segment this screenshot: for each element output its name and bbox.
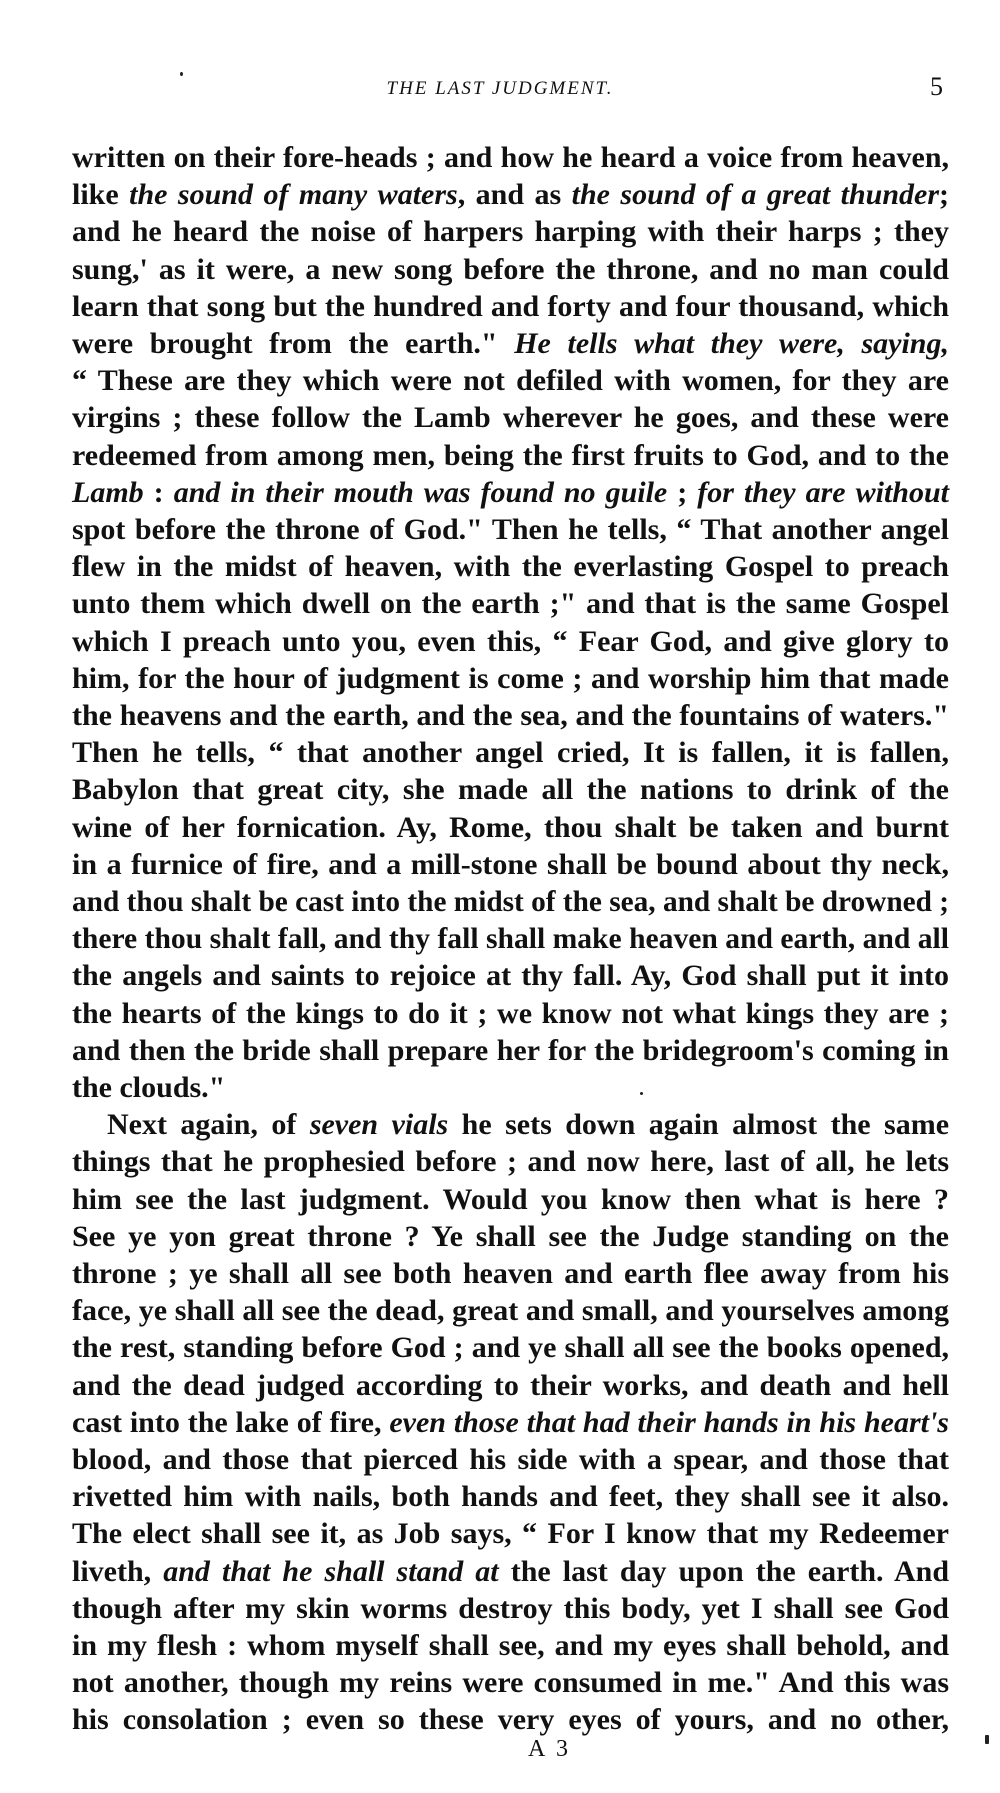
text-line [72,846,949,883]
text-segment: liveth, [72,1554,164,1588]
page-number: 5 [930,72,943,101]
text-line [72,437,949,474]
text-segment: See ye yon great throne ? Ye shall see the Judge standing on the [72,1219,949,1253]
text-segment: , and as [457,178,572,212]
text-line [72,1218,949,1255]
text-line [72,1292,949,1329]
text-line [72,362,949,399]
text-line [72,734,949,771]
text-segment: virgins ; these follow the Lamb wherever he goes, and these were [72,401,949,435]
text-line [72,771,949,808]
text-segment: Then he tells, “ that another angel cried, It is fallen, it is fallen, [72,736,949,770]
text-line [72,1143,949,1180]
text-segment: ; [939,178,950,212]
text-line [72,1069,949,1106]
text-segment: redeemed from among men, being the first fruits to God, and to the [72,438,949,472]
text-segment: cast into the lake of fire, [72,1405,390,1439]
text-segment: in a furnice of fire, and a mill-stone shall be bound about thy neck, [72,847,949,881]
text-segment: him see the last judgment. Would you know then what is here ? [72,1182,949,1216]
text-line [72,548,949,585]
text-segment: the rest, standing before God ; and ye shall all see the books opened, [72,1331,949,1365]
text-segment: unto them which dwell on the earth ;" and that is the same Gospel [72,587,949,621]
text-segment: ; [667,475,698,509]
text-segment: flew in the midst of heaven, with the everlasting Gospel to preach [72,550,949,584]
text-line [72,213,949,250]
text-line [72,139,949,176]
text-line [72,1515,949,1552]
text-line [72,176,949,213]
text-line [72,474,949,511]
signature-mark: A 3 [528,1736,572,1762]
text-segment: Next again, of [107,1108,310,1142]
text-line [72,957,949,994]
text-segment: he sets down again almost the same [448,1108,950,1142]
text-segment: written on their fore-heads ; and how he heard a voice from heaven, [72,141,949,174]
text-line [72,1627,949,1664]
italic-text: He tells what they were, saying, [514,327,949,360]
text-line [72,1701,949,1738]
text-line [72,325,949,362]
text-segment: wine of her fornication. Ay, Rome, thou shalt be taken and burnt [72,810,949,844]
text-segment: in my flesh : whom myself shall see, and my eyes shall behold, and [72,1629,949,1662]
running-title: THE LAST JUDGMENT. [386,78,614,99]
text-line [72,288,949,325]
text-line [72,920,949,957]
text-line [72,809,949,846]
text-line [72,883,949,920]
italic-text: even those that had their hands in his heart's [389,1405,949,1439]
text-segment: the last day upon the earth. And [498,1554,949,1588]
text-line [72,1478,949,1515]
text-segment: The elect shall see it, as Job says, “ For I know that my Redeemer [72,1517,949,1551]
text-segment: and the dead judged according to their works, and death and hell [72,1368,949,1402]
text-segment: and he heard the noise of harpers harping with their harps ; they [72,215,949,249]
text-segment: learn that song but the hundred and forty and four thousand, which [72,289,949,323]
text-segment: the clouds." [72,1071,226,1104]
text-segment: which I preach unto you, even this, “ Fear God, and give glory to [72,624,949,658]
text-segment: face, ye shall all see the dead, great and small, and yourselves among [72,1294,949,1328]
text-line [72,1441,949,1478]
italic-text: seven vials [309,1108,449,1142]
italic-text: Lamb [72,475,144,509]
text-segment: were brought from the earth." [72,327,515,360]
italic-text: and that he shall stand at [163,1554,499,1588]
text-segment: spot before the throne of God." Then he tells, “ That another angel [72,513,949,546]
text-line [72,660,949,697]
text-segment: the hearts of the kings to do it ; we know not what kings they are ; [72,996,949,1030]
ink-speck [640,1092,643,1095]
text-line [72,1255,949,1292]
italic-text: and in their mouth was found no guile [173,475,668,509]
text-segment: though after my skin worms destroy this body, yet I shall see God [72,1591,949,1625]
text-segment: his consolation ; even so these very eyes of yours, and no other, [72,1703,949,1737]
text-segment: sung,' as it were, a new song before the throne, and no man could [72,252,949,286]
text-line [72,399,949,436]
text-segment: rivetted him with nails, both hands and feet, they shall see it also. [72,1480,949,1514]
text-segment: things that he prophesied before ; and now here, last of all, he lets [72,1145,949,1179]
text-segment: him, for the hour of judgment is come ; and worship him that made [72,661,949,695]
text-segment: not another, though my reins were consumed in me." And this was [72,1666,949,1700]
text-line [72,1032,949,1069]
text-line [72,1590,949,1627]
text-line [72,1329,949,1366]
text-line [72,697,949,734]
text-line [107,1106,949,1143]
italic-text: for they are without [697,475,949,509]
text-segment: the heavens and the earth, and the sea, and the fountains of waters." [72,699,949,732]
text-line [72,1404,949,1441]
text-line [72,1553,949,1590]
text-segment: like [72,178,130,212]
text-line [72,1367,949,1404]
text-segment: there thou shalt fall, and thy fall shall make heaven and earth, and all [72,922,949,956]
italic-text: the sound of a great thunder [571,178,940,212]
text-segment: throne ; ye shall all see both heaven and earth flee away from his [72,1257,949,1290]
text-segment: the angels and saints to rejoice at thy fall. Ay, God shall put it into [72,959,949,993]
text-line [72,995,949,1032]
text-segment: and then the bride shall prepare her for the bridegroom's coming in [72,1033,949,1067]
text-segment: : [143,475,174,509]
text-segment: “ These are they which were not defiled with women, for they are [72,364,949,398]
text-line [72,511,949,548]
text-line [72,1664,949,1701]
ink-speck [985,1735,989,1744]
text-segment: blood, and those that pierced his side with a spear, and those that [72,1443,949,1476]
text-line [72,251,949,288]
text-line [72,585,949,622]
text-segment: and thou shalt be cast into the midst of the sea, and shalt be drowned ; [72,885,949,918]
ink-speck [180,72,183,76]
italic-text: the sound of many waters [129,178,458,212]
text-segment: Babylon that great city, she made all the nations to drink of the [72,773,949,807]
text-line [72,623,949,660]
text-line [72,1181,949,1218]
